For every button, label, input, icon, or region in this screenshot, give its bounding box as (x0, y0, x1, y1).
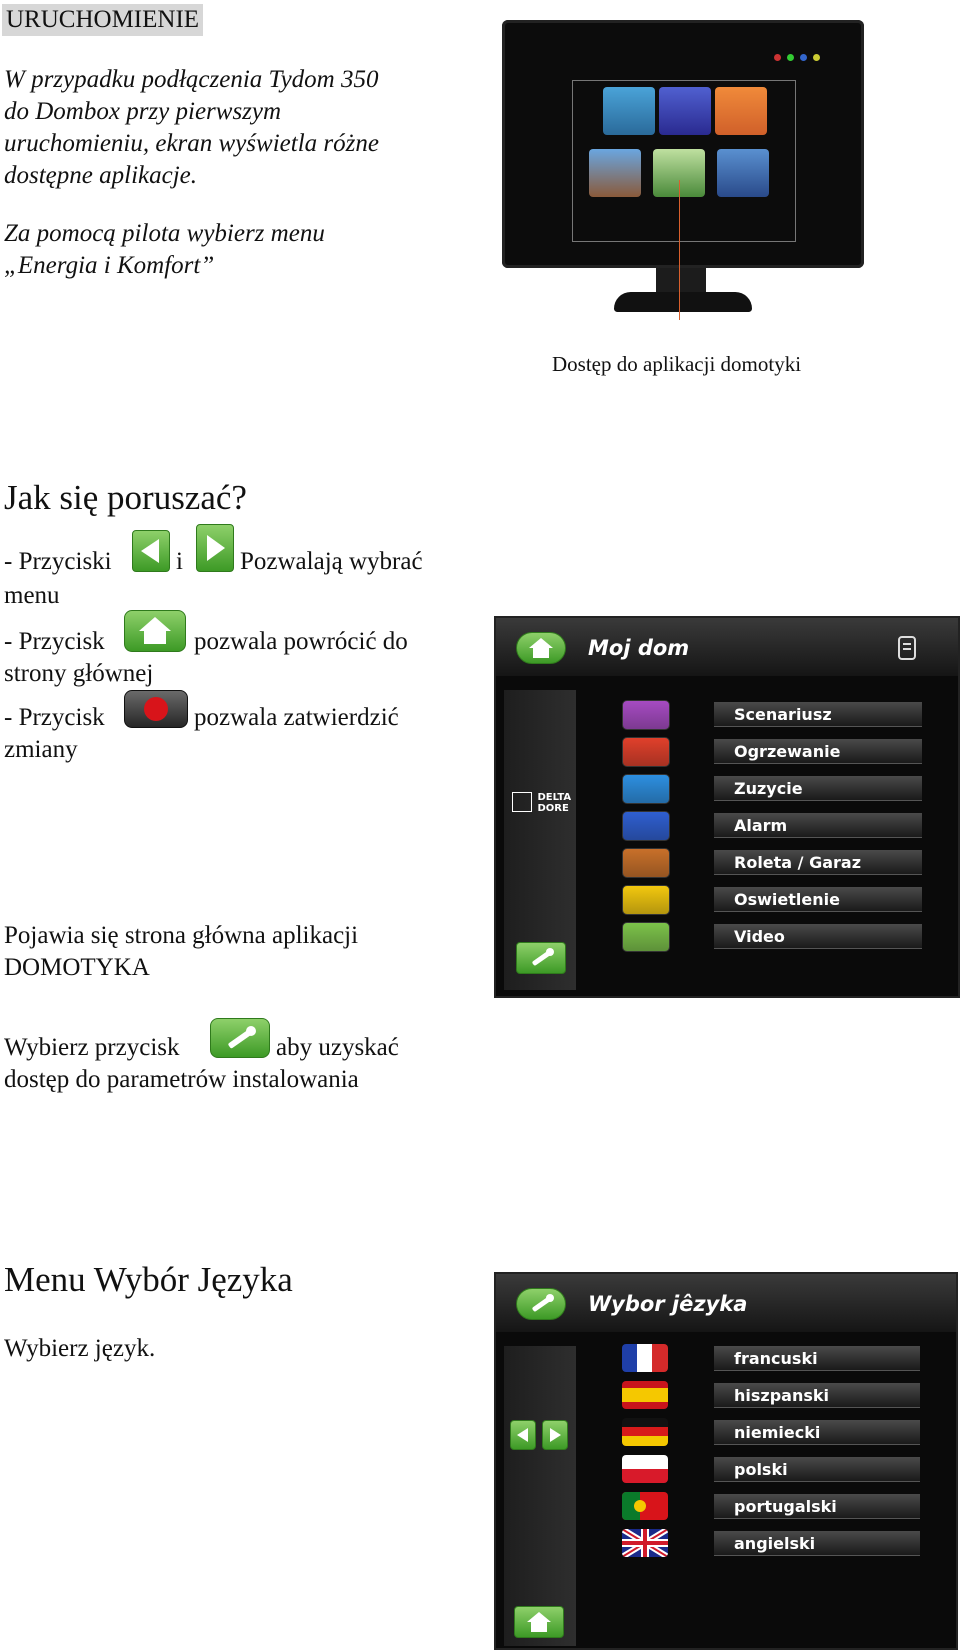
wrench-icon (517, 943, 565, 973)
left-arrow-button (132, 530, 170, 572)
nav-line-1-c: Pozwalają wybrać (240, 548, 423, 575)
shutter-icon[interactable] (622, 848, 670, 878)
panel-title: Moj dom (588, 636, 690, 660)
home-icon (517, 633, 565, 663)
home-menu-item-label: Roleta / Garaz (734, 853, 862, 872)
section-heading-uruchomienie: URUCHOMIENIE (2, 4, 203, 36)
right-arrow-icon (197, 525, 233, 571)
wrench-icon (517, 1289, 565, 1319)
flag-uk-icon[interactable] (622, 1529, 668, 1557)
record-dot-icon (125, 691, 187, 727)
side-column (504, 1346, 576, 1646)
tv-illustration (496, 20, 870, 320)
home-menu-item-label: Ogrzewanie (734, 742, 841, 761)
right-arrow-button (196, 524, 234, 572)
home-icon (515, 1607, 563, 1637)
home-button[interactable] (514, 1606, 564, 1638)
tv-neck (656, 268, 706, 294)
tv-screen (502, 20, 864, 268)
consumption-graph-icon[interactable] (622, 774, 670, 804)
wrench-icon (211, 1019, 269, 1057)
home-menu-item[interactable] (714, 813, 922, 838)
language-option[interactable] (714, 1494, 920, 1519)
language-panel (494, 1272, 958, 1650)
home-menu-item[interactable] (714, 924, 922, 949)
flag-germany-icon[interactable] (622, 1418, 668, 1446)
alarm-house-icon[interactable] (622, 811, 670, 841)
settings-tool-button (210, 1018, 270, 1058)
bulb-icon[interactable] (622, 885, 670, 915)
thermometer-icon[interactable] (622, 737, 670, 767)
home-icon (125, 611, 185, 651)
left-arrow-icon (511, 1421, 535, 1449)
panel-title: Wybor jêzyka (588, 1292, 748, 1316)
intro-line: uruchomieniu, ekran wyświetla różne (4, 130, 379, 157)
intro-line: W przypadku podłączenia Tydom 350 (4, 66, 379, 93)
home-page-text (4, 920, 358, 984)
language-option-label: hiszpanski (734, 1386, 829, 1405)
home-menu-item[interactable] (714, 887, 922, 912)
tv-app-tile (715, 87, 767, 135)
intro-paragraph (4, 64, 379, 192)
video-icon[interactable] (622, 922, 670, 952)
language-option[interactable] (714, 1420, 920, 1445)
nav-line-2-c: strony głównej (4, 660, 154, 687)
brand-line: DELTA (537, 792, 572, 803)
language-option[interactable] (714, 1457, 920, 1482)
intro-line: do Dombox przy pierwszym (4, 98, 282, 125)
home-menu-item[interactable] (714, 850, 922, 875)
nav-line-3-c: zmiany (4, 736, 78, 763)
tv-app-tile (589, 149, 641, 197)
remote-control-icon (896, 634, 918, 662)
language-option-label: portugalski (734, 1497, 837, 1516)
flag-france-icon[interactable] (622, 1344, 668, 1372)
section-heading-navigation: Jak się poruszać? (4, 478, 247, 517)
settings-tool-button[interactable] (516, 1288, 566, 1320)
nav-line-2-a: - Przycisk (4, 628, 105, 655)
home-menu-item-label: Zuzycie (734, 779, 803, 798)
nav-line-1-b: i (176, 548, 183, 575)
instruction-line: „Energia i Komfort” (4, 252, 215, 279)
tool-line-a: Wybierz przycisk (4, 1034, 180, 1061)
home-menu-item-label: Video (734, 927, 785, 946)
panel-header (496, 1274, 956, 1332)
tv-app-grid (572, 80, 796, 242)
flag-portugal-icon[interactable] (622, 1492, 668, 1520)
instruction-line: Za pomocą pilota wybierz menu (4, 220, 325, 247)
tv-status-leds (774, 48, 834, 56)
language-option[interactable] (714, 1531, 920, 1556)
tv-caption: Dostęp do aplikacji domotyki (552, 352, 802, 376)
side-column (504, 690, 576, 990)
brand-line: DORE (537, 803, 569, 814)
home-button (124, 610, 186, 652)
language-option-label: niemiecki (734, 1423, 821, 1442)
tool-line-b: aby uzyskać (276, 1034, 399, 1061)
panel-header (496, 618, 958, 676)
section-heading-language: Menu Wybór Języka (4, 1260, 293, 1299)
language-option[interactable] (714, 1346, 920, 1371)
language-option-label: angielski (734, 1534, 816, 1553)
home-menu-item-label: Scenariusz (734, 705, 832, 724)
nav-line-3-a: - Przycisk (4, 704, 105, 731)
home-page-line: DOMOTYKA (4, 954, 150, 981)
home-button[interactable] (516, 632, 566, 664)
tv-stand (614, 292, 752, 312)
home-menu-item-label: Oswietlenie (734, 890, 840, 909)
nav-line-2-b: pozwala powrócić do (194, 628, 408, 655)
home-menu-item-label: Alarm (734, 816, 788, 835)
home-menu-item[interactable] (714, 702, 922, 727)
scenario-icon[interactable] (622, 700, 670, 730)
brand-logo (512, 792, 571, 814)
tv-app-tile (717, 149, 769, 197)
home-menu-item[interactable] (714, 739, 922, 764)
flag-spain-icon[interactable] (622, 1381, 668, 1409)
nav-line-1-a: - Przyciski (4, 548, 112, 575)
tool-line-c: dostęp do parametrów instalowania (4, 1066, 359, 1093)
home-screen-panel (494, 616, 960, 998)
instruction-paragraph (4, 218, 325, 282)
intro-line: dostępne aplikacje. (4, 162, 197, 189)
language-option[interactable] (714, 1383, 920, 1408)
right-arrow-icon (543, 1421, 567, 1449)
callout-line (679, 180, 680, 320)
language-option-label: polski (734, 1460, 788, 1479)
home-menu-item[interactable] (714, 776, 922, 801)
tv-app-tile (659, 87, 711, 135)
language-instruction: Wybierz język. (4, 1335, 156, 1362)
nav-line-3-b: pozwala zatwierdzić (194, 704, 399, 731)
home-page-line: Pojawia się strona główna aplikacji (4, 922, 359, 949)
next-page-button[interactable] (542, 1420, 568, 1450)
flag-poland-icon[interactable] (622, 1455, 668, 1483)
previous-page-button[interactable] (510, 1420, 536, 1450)
language-option-label: francuski (734, 1349, 818, 1368)
confirm-button (124, 690, 188, 728)
nav-line-1-d: menu (4, 582, 60, 609)
left-arrow-icon (133, 531, 169, 571)
tv-app-tile (603, 87, 655, 135)
settings-tool-button[interactable] (516, 942, 566, 974)
